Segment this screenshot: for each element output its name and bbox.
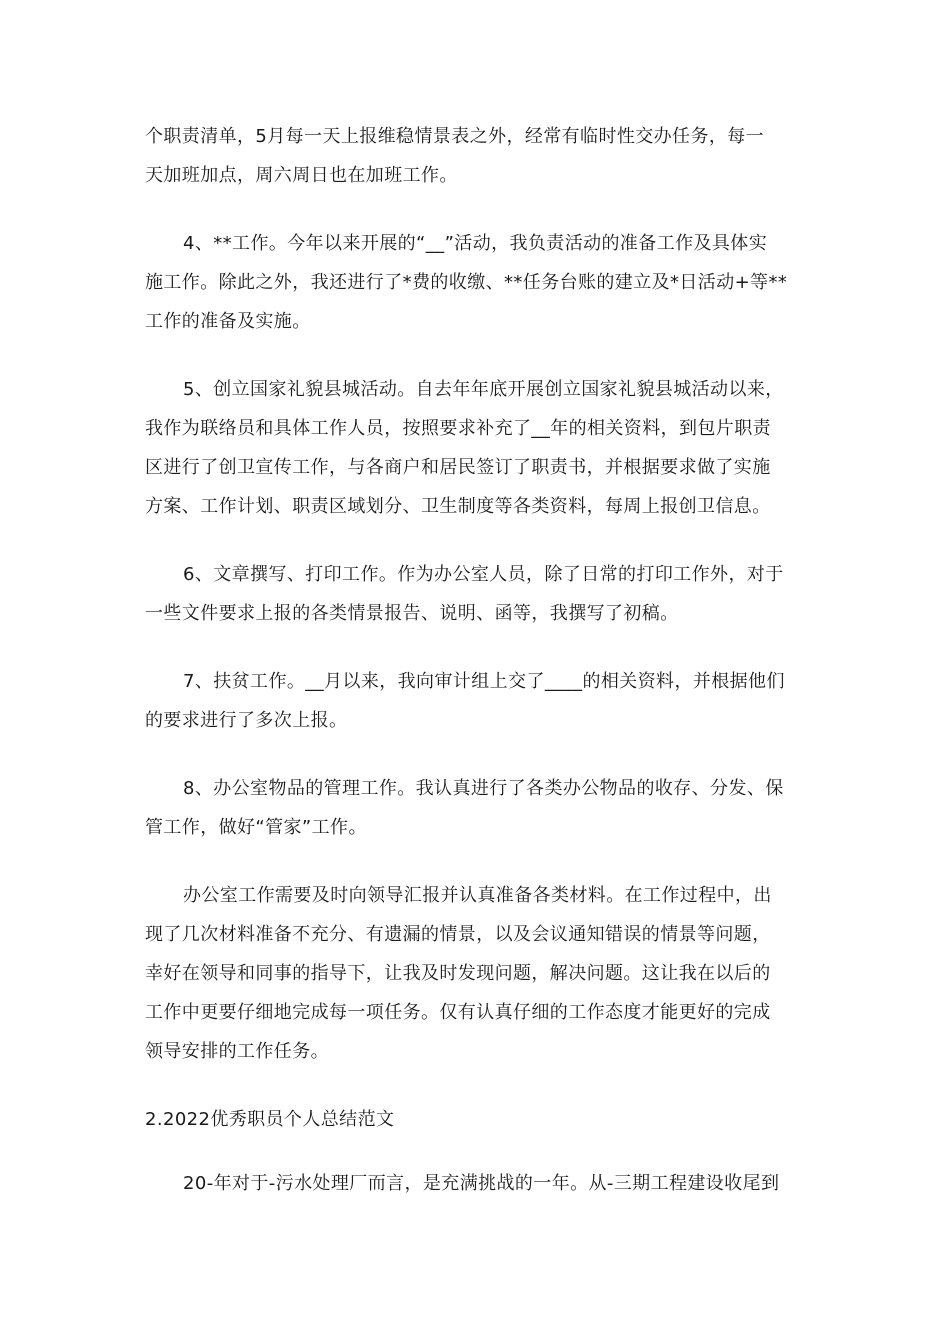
text-line: 8、办公室物品的管理工作。我认真进行了各类办公物品的收存、分发、保 <box>183 778 784 799</box>
paragraph-item-4 <box>145 224 810 341</box>
text-line: 工作的准备及实施。 <box>145 311 311 332</box>
text-line: 施工作。除此之外，我还进行了*费的收缴、**任务台账的建立及*日活动+等** <box>145 272 788 293</box>
text-line: 5、创立国家礼貌县城活动。自去年年底开展创立国家礼貌县城活动以来， <box>183 379 784 400</box>
text-line: 20-年对于-污水处理厂而言，是充满挑战的一年。从-三期工程建设收尾到 <box>183 1173 780 1194</box>
paragraph-next-section <box>145 1164 810 1203</box>
text-line: 4、**工作。今年以来开展的“__”活动，我负责活动的准备工作及具体实 <box>183 233 768 254</box>
text-line: 天加班加点，周六周日也在加班工作。 <box>145 165 458 186</box>
paragraph-summary <box>145 876 810 1071</box>
text-line: 现了几次材料准备不充分、有遗漏的情景，以及会议通知错误的情景等问题， <box>145 924 771 945</box>
section-heading: 2.2022优秀职员个人总结范文 <box>145 1109 395 1130</box>
document-body <box>145 117 810 1232</box>
text-line: 的要求进行了多次上报。 <box>145 710 348 731</box>
paragraph-item-7 <box>145 662 810 740</box>
text-line: 个职责清单，5月每一天上报维稳情景表之外，经常有临时性交办任务，每一 <box>145 126 765 147</box>
text-line: 方案、工作计划、职责区域划分、卫生制度等各类资料，每周上报创卫信息。 <box>145 496 771 517</box>
text-line: 我作为联络员和具体工作人员，按照要求补充了__年的相关资料，到包片职责 <box>145 418 771 439</box>
paragraph-continuation <box>145 117 810 195</box>
text-line: 幸好在领导和同事的指导下，让我及时发现问题，解决问题。这让我在以后的 <box>145 963 771 984</box>
text-line: 6、文章撰写、打印工作。作为办公室人员，除了日常的打印工作外，对于 <box>183 564 784 585</box>
text-line: 工作中更要仔细地完成每一项任务。仅有认真仔细的工作态度才能更好的完成 <box>145 1002 771 1023</box>
paragraph-item-5 <box>145 370 810 526</box>
text-line: 7、扶贫工作。__月以来，我向审计组上交了____的相关资料，并根据他们 <box>183 671 785 692</box>
text-line: 办公室工作需要及时向领导汇报并认真准备各类材料。在工作过程中，出 <box>183 885 772 906</box>
paragraph-item-8 <box>145 769 810 847</box>
text-line: 区进行了创卫宣传工作，与各商户和居民签订了职责书，并根据要求做了实施 <box>145 457 771 478</box>
text-line: 管工作，做好“管家”工作。 <box>145 817 367 838</box>
paragraph-item-6 <box>145 555 810 633</box>
text-line: 一些文件要求上报的各类情景报告、说明、函等，我撰写了初稿。 <box>145 603 679 624</box>
text-line: 领导安排的工作任务。 <box>145 1041 329 1062</box>
